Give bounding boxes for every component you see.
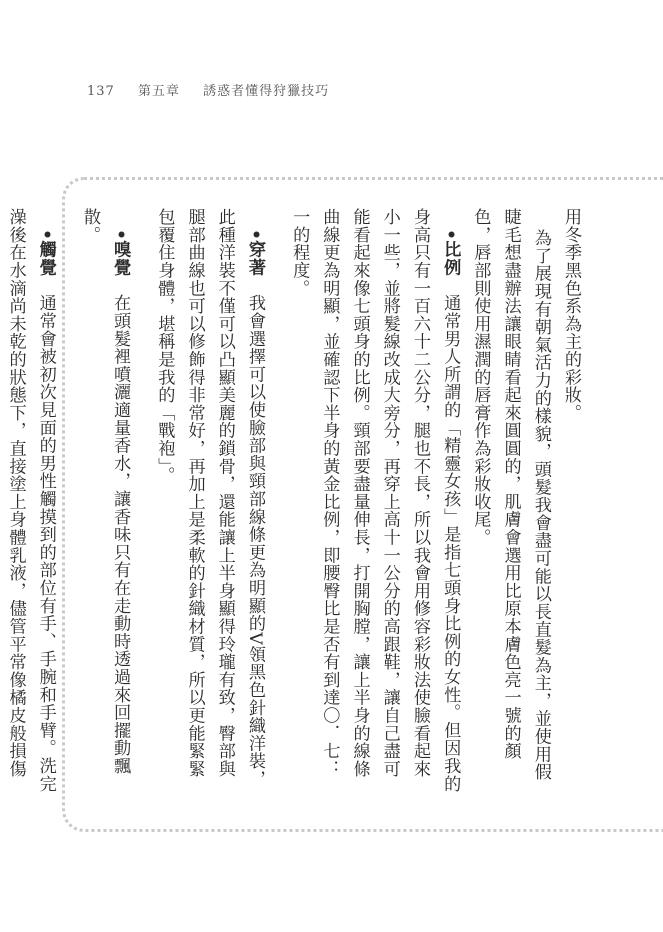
section-keyword: 比例: [440, 240, 461, 276]
page-header: [87, 80, 347, 99]
section-text: 通常會被初次見面的男性觸摸到的部位有手、手腕和手臂。洗完澡後在水滴尚未乾的狀態下，直接塗上身體乳液，儘管平常像橘皮般損傷: [5, 208, 56, 793]
section-text: 我會選擇可以使臉部與頸部線條更為明顯的V領黑色針織洋裝，此種洋裝不僅可以凸顯美麗的鎖骨，還能讓上半身顯得玲瓏有致，臀部與腿部曲線也可以修飾得非常好，再加上是柔軟的針織材質，所以更能緊緊包覆住身體，堪稱是我的「戰袍」。: [154, 208, 265, 788]
section-clothing: [149, 208, 270, 793]
bullet: •: [110, 228, 131, 241]
section-keyword: 觸覺: [35, 240, 56, 276]
paragraph: 為了展現有朝氣活力的樣貌，頭髮我會盡可能以長直髮為主，並使用假睫毛想盡辦法讓眼睛看起來圓圓的，肌膚會選用比原本膚色亮一號的顏色，唇部則使用濕潤的唇膏作為彩妝收尾。: [470, 208, 551, 781]
paragraph: 用冬季黑色系為主的彩妝。: [561, 208, 581, 422]
bullet: •: [35, 228, 56, 241]
section-keyword: 嗅覺: [110, 240, 131, 276]
page-number: 137: [87, 84, 115, 99]
bullet: •: [244, 228, 265, 241]
section-smell: [75, 208, 135, 793]
section-text: 通常男人所謂的「精靈女孩」是指七頭身比例的女性。但因我的身高只有一百六十二公分，腿也不長，所以我會用修容彩妝法使臉看起來小一些，並將髮線改成大旁分，再穿上高十一公分的高跟鞋，讓自己盡可能看起來像七頭身的比例。頸部要盡量伸長，打開胸膛，讓上半身的線條曲線更為明顯，並確認下半身的黃金比例，即腰臀比是否有到達〇．七：一的程度。: [289, 208, 461, 793]
section-proportion: [284, 208, 465, 793]
chapter-title: 誘惑者懂得狩獵技巧: [203, 84, 330, 99]
section-text: 在頭髮裡噴灑適量香水，讓香味只有在走動時透過來回擺動飄散。: [79, 208, 131, 775]
body-text: [5, 208, 586, 793]
section-keyword: 穿著: [244, 240, 265, 276]
section-touch: [0, 208, 61, 793]
chapter-label: 第五章: [137, 84, 180, 99]
bullet: •: [440, 228, 461, 241]
